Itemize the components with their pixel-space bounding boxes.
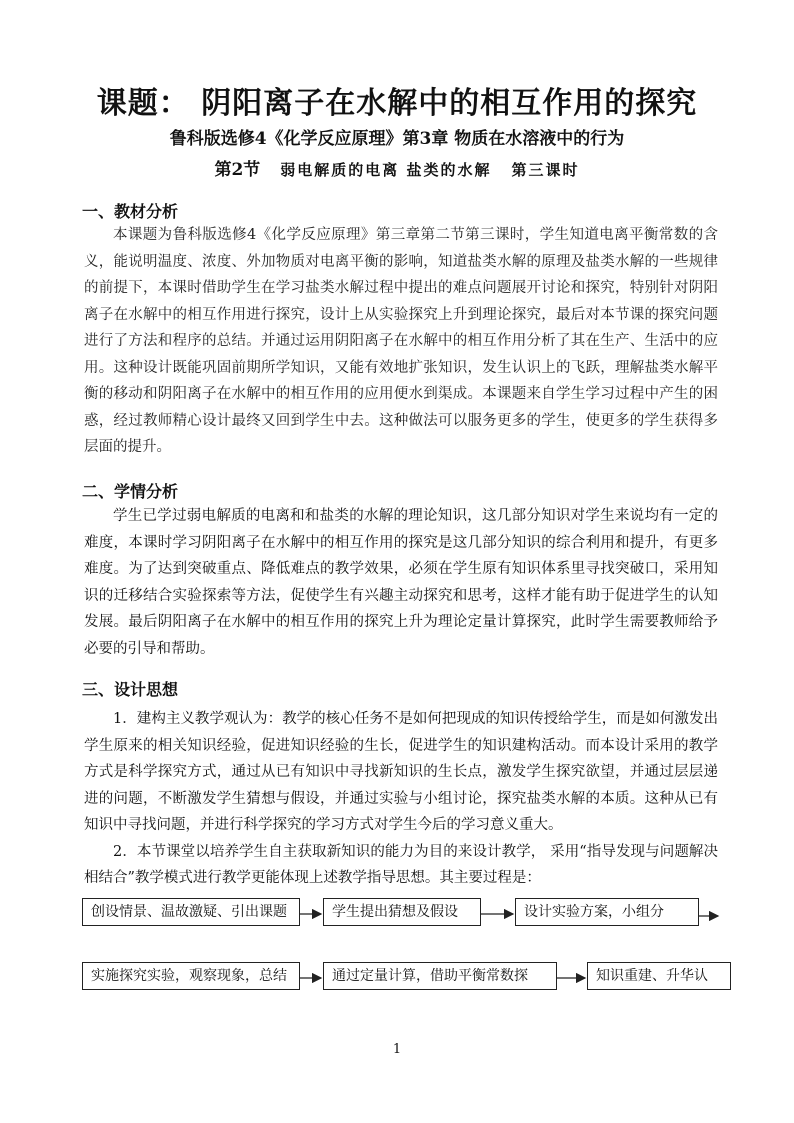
lesson-period: 第三课时 (511, 161, 580, 179)
paragraph: 2．本节课堂以培养学生自主获取新知识的能力为目的来设计教学， 采用“指导发现与问题解决相结合”教学模式进行教学更能体现上述教学指导思想。其主要过程是： (84, 843, 718, 886)
lesson-title: 课题： 阴阳离子在水解中的相互作用的探究 (96, 86, 698, 121)
section-number: 第2节 (214, 160, 261, 180)
flow-step-2: 学生提出猜想及假设 (323, 898, 481, 926)
heading-student-analysis: 二、学情分析 (82, 482, 179, 501)
student-analysis-text (84, 503, 718, 662)
page-number: 1 (392, 1042, 402, 1057)
flow-step-3: 设计实验方案，小组分 (515, 898, 699, 926)
paragraph: 本课题为鲁科版选修4《化学反应原理》第三章第二节第三课时，学生知道电离平衡常数的含义，能说明温度、浓度、外加物质对电离平衡的影响，知道盐类水解的原理及盐类水解的一些规律的前提下，本课时借助学生在学习盐类水解过程中提出的难点问题展开讨论和探究，特别针对阴阳离子在水解中的相互作用进行探究，设计上从实验探究上升到理论探究，最后对本节课的探究问题进行了方法和程序的总结。并通过运用阴阳离子在水解中的相互作用分析了其在生产、生活中的应用。这种设计既能巩固前期所学知识，又能有效地扩张知识，发生认识上的飞跃，理解盐类水解平衡的移动和阴阳离子在水解中的相互作用的应用便水到渠成。本课题来自学生学习过程中产生的困惑，经过教师精心设计最终又回到学生中去。这种做法可以服务更多的学生，使更多的学生获得多层面的提升。 (84, 227, 718, 455)
flow-step-4: 实施探究实验，观察现象，总结 (82, 962, 300, 990)
heading-design-idea: 三、设计思想 (82, 680, 179, 699)
section-topic: 弱电解质的电离 盐类的水解 (280, 161, 492, 179)
paragraph: 1．建构主义教学观认为：教学的核心任务不是如何把现成的知识传授给学生，而是如何激发出学生原来的相关知识经验，促进知识经验的生长，促进学生的知识建构活动。而本设计采用的教学方式是科学探究方式，通过从已有知识中寻找新知识的生长点，激发学生探究欲望，并通过层层递进的问题，不断激发学生猜想与假设，并通过实验与小组讨论，探究盐类水解的本质。这种从已有知识中寻找问题，并进行科学探究的学习方式对学生今后的学习意义重大。 (84, 711, 718, 833)
paragraph: 学生已学过弱电解质的电离和和盐类的水解的理论知识，这几部分知识对学生来说均有一定的难度，本课时学习阴阳离子在水解中的相互作用的探究是这几部分知识的综合利用和提升，有更多难度。为了达到突破重点、降低难点的教学效果，必须在学生原有知识体系里寻找突破口，采用知识的迁移结合实验探索等方法，促使学生有兴趣主动探究和思考，这样才能有助于促进学生的认知发展。最后阴阳离子在水解中的相互作用的探究上升为理论定量计算探究，此时学生需要教师给予必要的引导和帮助。 (84, 508, 718, 657)
flow-step-1: 创设情景、温故激疑、引出课题 (82, 898, 300, 926)
textbook-subtitle: 鲁科版选修4《化学反应原理》第3章 物质在水溶液中的行为 (169, 129, 625, 149)
flow-step-5: 通过定量计算，借助平衡常数探 (323, 962, 557, 990)
section-line (0, 155, 794, 180)
flow-step-6: 知识重建、升华认 (587, 962, 731, 990)
heading-textbook-analysis: 一、教材分析 (82, 202, 179, 221)
design-idea-text (84, 706, 718, 892)
textbook-analysis-text (84, 222, 718, 461)
